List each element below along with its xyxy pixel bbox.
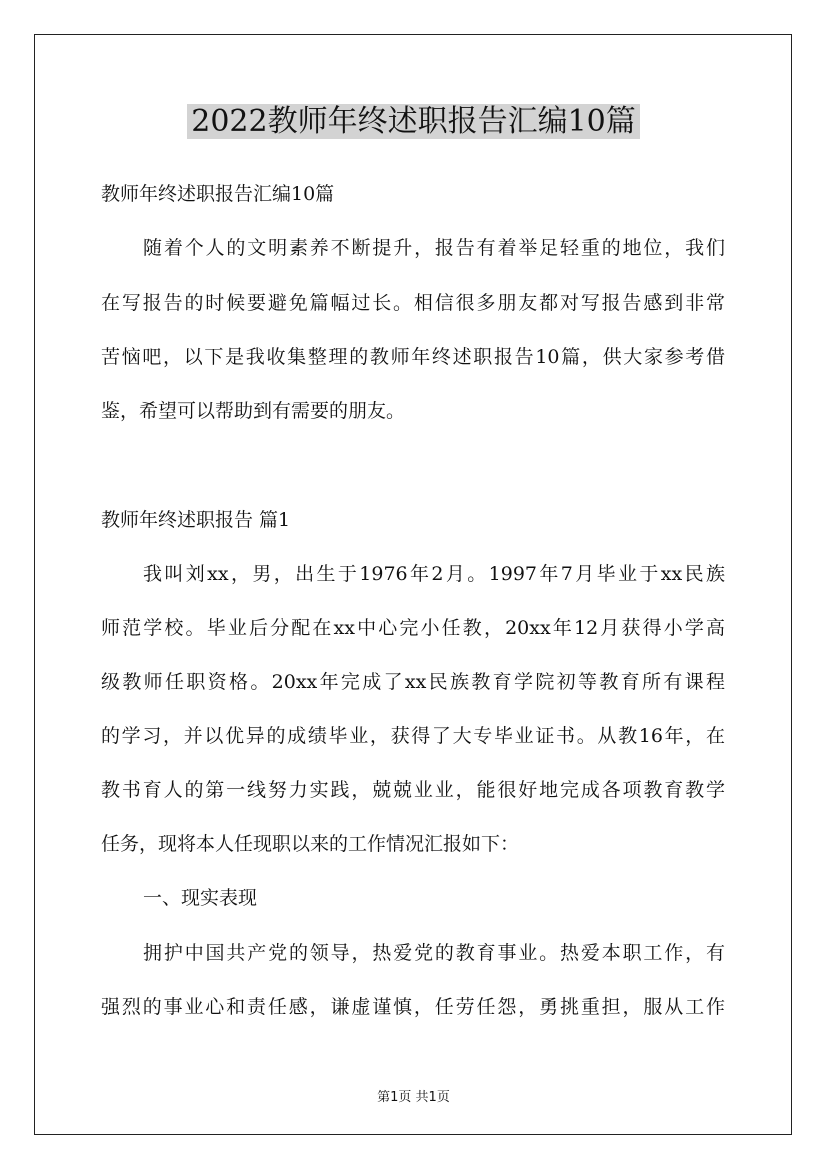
document-subtitle: 教师年终述职报告汇编10篇 [101,183,335,205]
body-line-2: 强烈的事业心和责任感，谦虚谨慎，任劳任怨，勇挑重担，服从工作 [101,996,725,1018]
intro-line-2: 在写报告的时候要避免篇幅过长。相信很多朋友都对写报告感到非常 [101,292,725,314]
section-line-4: 的学习，并以优异的成绩毕业，获得了大专毕业证书。从教16年，在 [101,725,725,747]
section-line-3: 级教师任职资格。20xx年完成了xx民族教育学院初等教育所有课程 [101,671,725,693]
section-line-1: 我叫刘xx，男，出生于1976年2月。1997年7月毕业于xx民族 [143,563,725,585]
intro-line-3: 苦恼吧，以下是我收集整理的教师年终述职报告10篇，供大家参考借 [101,346,725,368]
body-line-1: 拥护中国共产党的领导，热爱党的教育事业。热爱本职工作，有 [143,942,725,964]
document-title-text: 2022教师年终述职报告汇编10篇 [187,104,640,139]
section-line-2: 师范学校。毕业后分配在xx中心完小任教，20xx年12月获得小学高 [101,617,725,639]
subheading: 一、现实表现 [143,887,258,909]
intro-line-1: 随着个人的文明素养不断提升，报告有着举足轻重的地位，我们 [143,237,725,259]
section-line-6: 任务，现将本人任现职以来的工作情况汇报如下： [101,833,520,855]
document-title [0,100,827,144]
section-heading: 教师年终述职报告 篇1 [101,509,291,531]
section-line-5: 教书育人的第一线努力实践，兢兢业业，能很好地完成各项教育教学 [101,779,725,801]
intro-line-4: 鉴，希望可以帮助到有需要的朋友。 [101,400,406,422]
page-footer: 第1页 共1页 [377,1090,450,1105]
